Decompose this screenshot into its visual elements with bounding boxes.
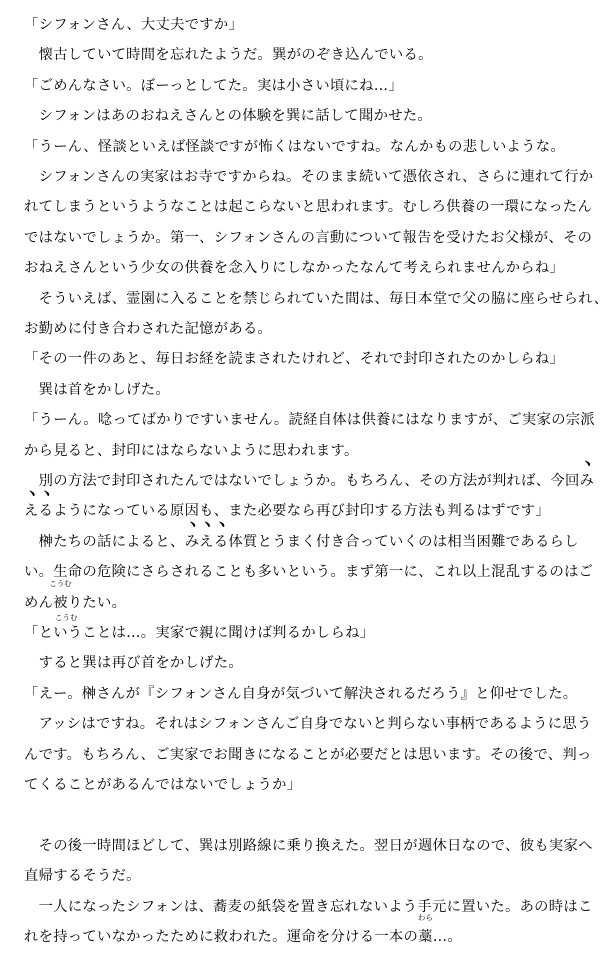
ruby-kobu-base: 被 こうむ — [49, 578, 72, 611]
emphasis-dot: ﹅ — [583, 459, 592, 468]
text-line-16: 別の方法で封印されたんではないでしょうか。もちろん、その方法が判れば、今回み ﹅ — [24, 468, 609, 494]
emphasis-mi-char: み ﹅ — [579, 459, 595, 489]
emphasis-eru-char: る ﹅ — [38, 489, 54, 520]
text-line-14: 「うーん。唸ってばかりですいません。読経自体は供養にはなりますが、ご実家の宗派 — [24, 412, 595, 429]
text-line-22: すると巽は再び首をかしげた。 — [24, 655, 243, 672]
text-line-24: アッシはですね。それはシフォンさんご自身でないと判らない事柄であるように思う — [24, 716, 592, 733]
emphasis-dot: ﹅ — [188, 519, 197, 529]
emphasis-mieru-char: え ﹅ — [199, 519, 214, 550]
emphasis-dot: ﹅ — [203, 519, 212, 529]
text-line-29: 直帰するそうだ。 — [24, 868, 141, 885]
emphasis-eru-char: え ﹅ — [24, 489, 39, 520]
ruby-kobu: こうむ — [55, 613, 78, 622]
text-line-21: 「ということは…。実家で親に聞けば判るかしらね」 — [24, 625, 375, 641]
text-line-25: んです。もちろん、ご実家でお聞きになることが必要だとは思います。その後で、判っ — [24, 746, 592, 763]
text-line-1: 「シフォンさん、大丈夫ですか」 — [24, 17, 244, 33]
text-line-2: 懐古していて時間を忘れたようだ。巽がのぞき込んでいる。 — [24, 47, 433, 64]
ruby-wara-reading: わら — [417, 913, 433, 922]
text-line-15: から見ると、封印にはならないように思われます。 — [24, 442, 359, 459]
text-line-11: お勤めに付き合わされた記憶がある。 — [24, 321, 273, 337]
emphasis-dot: ﹅ — [28, 489, 37, 499]
text-line-20: めん被 こうむ りたい。 — [24, 590, 609, 616]
emphasis-mieru-char: る ﹅ — [213, 519, 229, 550]
emphasis-dot: ﹅ — [217, 519, 227, 529]
text-line-23: 「えー。榊さんが『シフォンさん自身が気づいて解決されるだろう』と仰せでした。 — [24, 685, 578, 702]
text-line-8: ではないでしょうか。第一、シフォンさんの言動について報告を受けたお父様が、その — [24, 229, 593, 246]
emphasis-mieru-char: み ﹅ — [184, 519, 200, 550]
text-line-30: 一人になったシフォンは、蕎麦の紙袋を置き忘れないよう手元に置いた。あの時はこ — [24, 898, 593, 915]
emphasis-dot: ﹅ — [42, 489, 51, 499]
ruby-wara-base: 藁 わら — [417, 913, 433, 945]
ruby-kobu-reading: こうむ — [49, 578, 72, 588]
text-line-13: 巽は首をかしげた。 — [24, 381, 170, 398]
text-line-7: れてしまうというようなことは起こらないと思われます。むしろ供養の一環になったん — [24, 199, 593, 216]
text-line-26: てくることがあるんではないでしょうか」 — [24, 777, 302, 793]
text-line-18: 榊たちの話によると、み ﹅ え ﹅ る ﹅ 体質とうまく付き合っていくのは相当困難であるらし — [24, 529, 609, 555]
text-line-5: 「うーん、怪談といえば怪談ですが怖くはないですね。なんかもの悲しいような。 — [24, 138, 565, 155]
text-line-10: そういえば、霊園に入ることを禁じられていた間は、毎日本堂で父の脇に座らせられ、 — [24, 290, 609, 307]
blank-line — [24, 802, 609, 828]
text-line-17: え ﹅ る ﹅ ようになっている原因も、また必要なら再び封印する方法も判るはずです」 — [24, 498, 609, 524]
text-line-6: シフォンさんの実家はお寺ですからね。そのまま続いて憑依され、さらに連れて行か — [24, 169, 594, 185]
text-line-9: おねえさんという少女の供養を念入りにしなかったなんて考えられませんからね」 — [24, 260, 565, 277]
text-line-31: れを持っていなかったために救われた。運命を分ける一本の藁 わら …。 — [24, 924, 609, 950]
text-line-28: その後一時間ほどして、巽は別路線に乗り換えた。翌日が週休日なので、彼も実家へ — [24, 837, 593, 854]
text-line-12: 「その一件のあと、毎日お経を読まされたけれど、それで封印されたのかしらね」 — [24, 351, 565, 368]
text-line-3: 「ごめんなさい。ぼーっとしてた。実は小さい頃にね…」 — [24, 77, 403, 94]
text-line-19: い。生命の危険にさらされることも多いという。まず第一に、これ以上混乱するのはご — [24, 564, 594, 581]
text-line-4: シフォンはあのおねえさんとの体験を巽に話して聞かせた。 — [24, 108, 432, 125]
